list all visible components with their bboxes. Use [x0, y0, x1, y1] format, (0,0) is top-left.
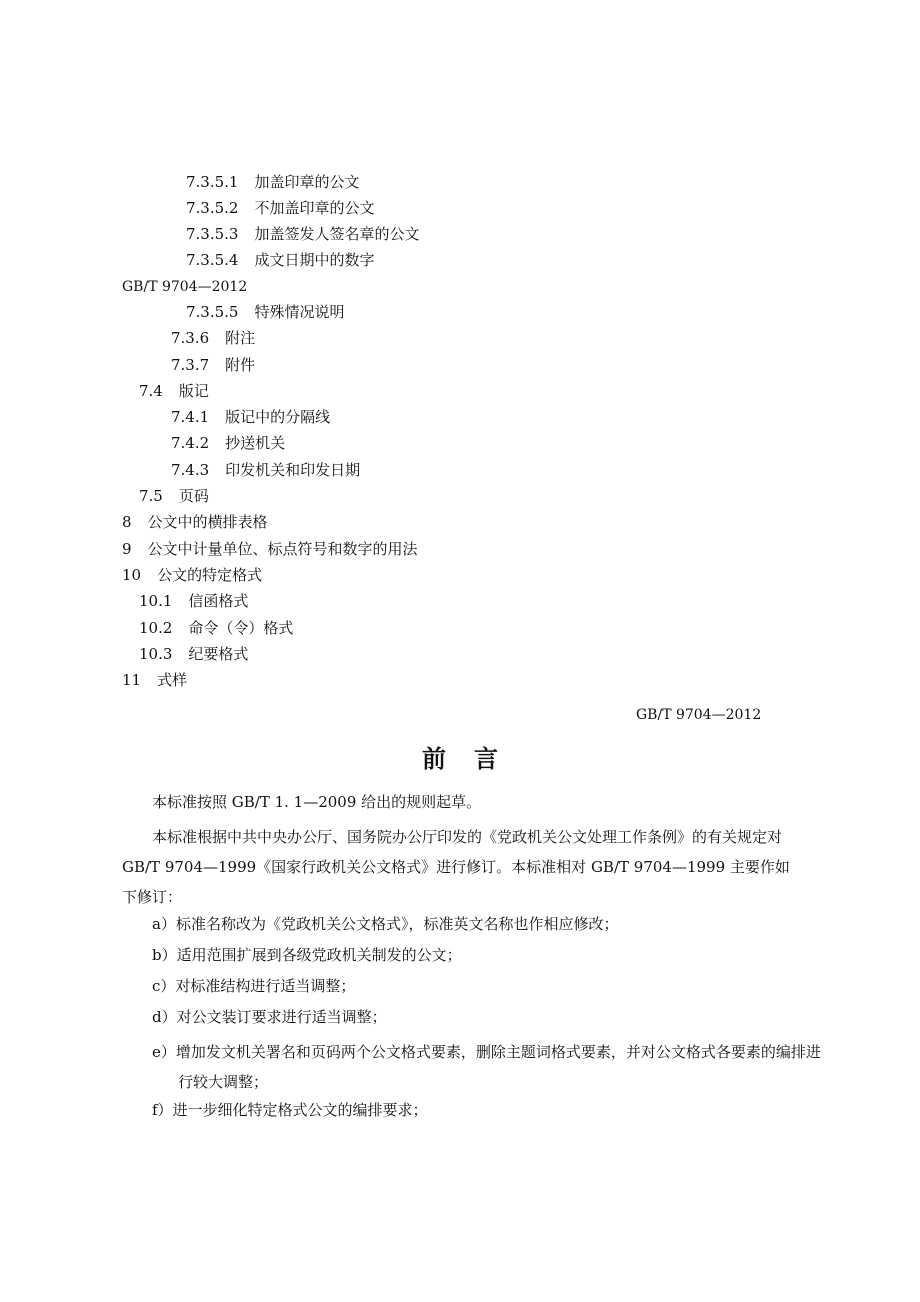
toc-item-text: 印发机关和印发日期	[225, 461, 361, 479]
toc-item-text: 不加盖印章的公文	[254, 199, 375, 217]
toc-item	[139, 591, 248, 611]
toc-item	[122, 565, 262, 585]
toc-item-number: 7.4	[139, 382, 163, 400]
toc-item	[139, 486, 209, 506]
toc-item	[171, 460, 360, 480]
toc-item-text: 公文中的横排表格	[147, 513, 268, 531]
toc-item	[171, 355, 255, 375]
toc-item-text: 特殊情况说明	[254, 303, 345, 321]
toc-item-number: 11	[122, 671, 142, 689]
toc-item	[139, 644, 248, 664]
toc-item-text: 信函格式	[188, 592, 249, 610]
toc-item-number: 7.4.1	[171, 408, 210, 426]
toc-item-number: 7.4.2	[171, 434, 210, 452]
preface-title: 前言	[422, 744, 526, 773]
revision-item-c: c）对标准结构进行适当调整；	[152, 977, 356, 995]
toc-item-number: 8	[122, 513, 132, 531]
toc-item-text: 版记中的分隔线	[225, 408, 331, 426]
toc-item-text: 纪要格式	[188, 645, 249, 663]
toc-item-text: 附件	[225, 356, 256, 374]
toc-item-text: 抄送机关	[225, 434, 286, 452]
toc-item-number: 7.3.5.1	[186, 173, 239, 191]
toc-item-text: 版记	[178, 382, 209, 400]
toc-item-text: 公文中计量单位、标点符号和数字的用法	[147, 540, 418, 558]
toc-item-number: 7.3.6	[171, 329, 210, 347]
toc-item	[139, 381, 209, 401]
toc-item-text: 加盖签发人签名章的公文	[254, 225, 420, 243]
toc-item-text: 成文日期中的数字	[254, 251, 375, 269]
toc-item	[186, 224, 420, 244]
revision-item-d: d）对公文装订要求进行适当调整；	[152, 1008, 387, 1026]
toc-item-number: 7.5	[139, 487, 163, 505]
toc-item-number: 7.3.5.4	[186, 251, 239, 269]
toc-item	[171, 407, 330, 427]
toc-item	[186, 198, 375, 218]
toc-item-text: 页码	[178, 487, 209, 505]
preface-paragraph-1: 本标准按照 GB/T 1. 1—2009 给出的规则起草。	[152, 793, 482, 811]
toc-item-number: 7.4.3	[171, 461, 210, 479]
toc-item-number: 7.3.5.2	[186, 199, 239, 217]
revision-item-e: e）增加发文机关署名和页码两个公文格式要素，删除主题词格式要素，并对公文格式各要素的编排进行较大调整；	[152, 1043, 821, 1091]
preface-paragraph-2: 本标准根据中共中央办公厅、国务院办公厅印发的《党政机关公文处理工作条例》的有关规定对 GB/T 9704—1999《国家行政机关公文格式》进行修订。本标准相对 GB/T 9704—1999 主要作如下修订：	[122, 828, 790, 906]
toc-item	[186, 172, 360, 192]
toc-item-number: 10.3	[139, 645, 173, 663]
toc-item	[139, 618, 293, 638]
toc-item-text: 命令（令）格式	[188, 619, 294, 637]
revision-item-b: b）适用范围扩展到各级党政机关制发的公文；	[152, 946, 462, 964]
toc-item	[122, 512, 268, 532]
toc-item-text: 式样	[157, 671, 188, 689]
toc-item	[122, 539, 418, 559]
toc-item-number: 7.3.7	[171, 356, 210, 374]
revision-item-a: a）标准名称改为《党政机关公文格式》，标准英文名称也作相应修改；	[152, 915, 619, 933]
document-code: GB/T 9704—2012	[122, 279, 248, 295]
toc-item-number: 10	[122, 566, 142, 584]
toc-item	[186, 302, 345, 322]
toc-item-number: 9	[122, 540, 132, 558]
toc-item-number: 7.3.5.5	[186, 303, 239, 321]
toc-item-number: 10.1	[139, 592, 173, 610]
toc-item-text: 公文的特定格式	[157, 566, 263, 584]
toc-item-text: 附注	[225, 329, 256, 347]
toc-item-number: 7.3.5.3	[186, 225, 239, 243]
revision-item-f: f）进一步细化特定格式公文的编排要求；	[152, 1101, 428, 1119]
toc-item	[171, 433, 285, 453]
page-header-code: GB/T 9704—2012	[636, 707, 762, 723]
toc-item	[186, 250, 375, 270]
toc-item	[171, 328, 255, 348]
toc-item-text: 加盖印章的公文	[254, 173, 360, 191]
toc-item	[122, 670, 187, 690]
toc-item-number: 10.2	[139, 619, 173, 637]
